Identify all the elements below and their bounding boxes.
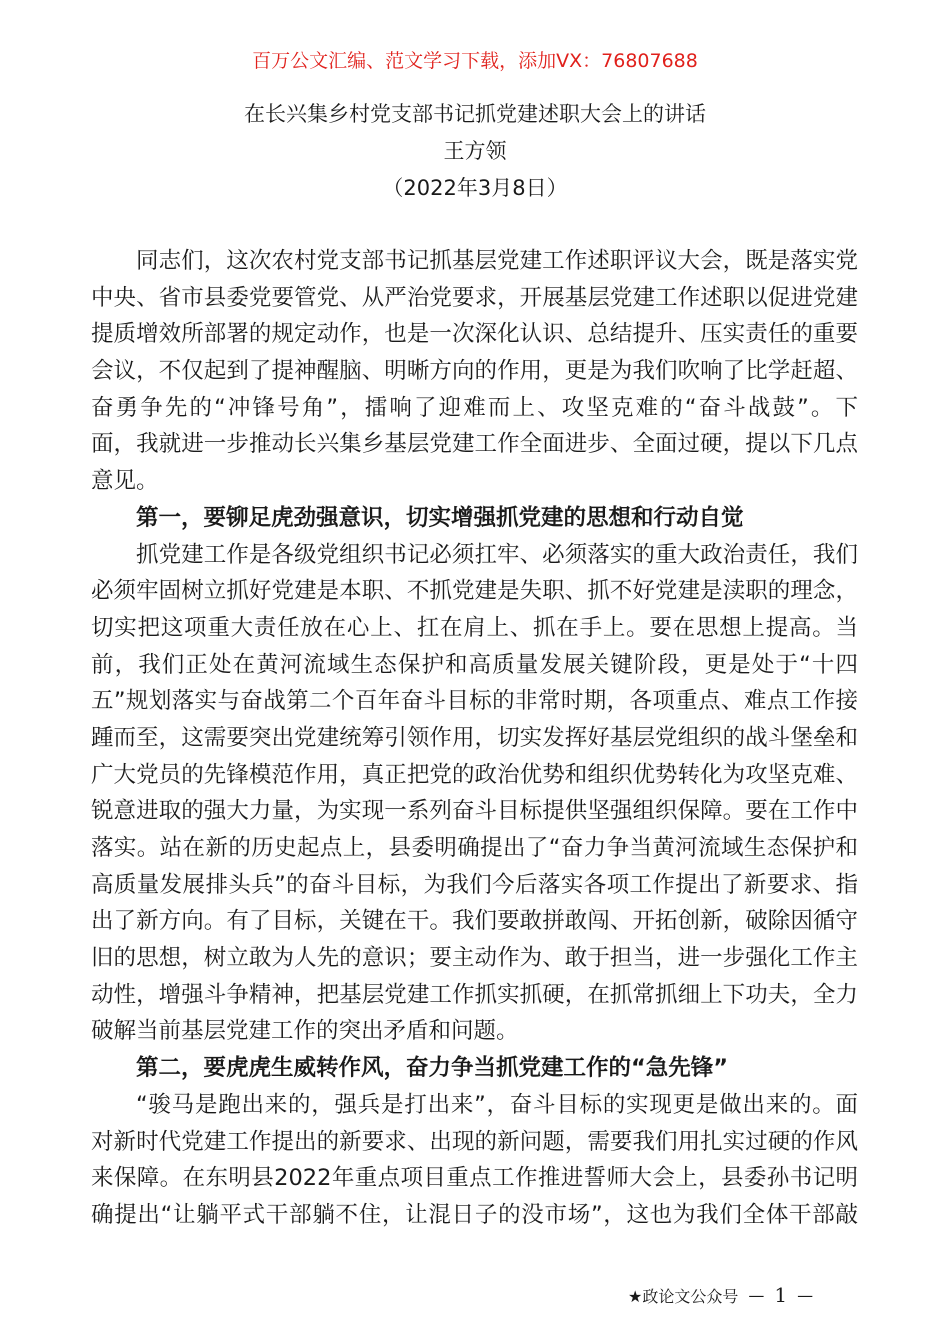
paragraph-line: 确提出“让躺平式干部躺不住，让混日子的没市场”，这也为我们全体干部敲	[91, 1201, 858, 1228]
paragraph-line: 会议，不仅起到了提神醒脑、明晰方向的作用，更是为我们吹响了比学赶超、	[91, 358, 858, 385]
paragraph-line: 动性，增强斗争精神，把基层党建工作抓实抓硬，在抓常抓细上下功夫，全力	[91, 981, 858, 1008]
section-heading: 第一，要铆足虎劲强意识，切实增强抓党建的思想和行动自觉	[136, 504, 744, 531]
paragraph-line: 对新时代党建工作提出的新要求、出现的新问题，需要我们用扎实过硬的作风	[91, 1128, 858, 1155]
watermark-banner: 百万公文汇编、范文学习下载，添加VX：76807688	[252, 50, 698, 72]
paragraph-line: 五”规划落实与奋战第二个百年奋斗目标的非常时期，各项重点、难点工作接	[91, 688, 858, 715]
date: （2022年3月8日）	[382, 176, 568, 200]
paragraph-line: 必须牢固树立抓好党建是本职、不抓党建是失职、抓不好党建是渎职的理念，	[91, 578, 858, 605]
paragraph-line: 踵而至，这需要突出党建统筹引领作用，切实发挥好基层党组织的战斗堡垒和	[91, 724, 858, 751]
page-number: 1	[774, 1283, 788, 1307]
paragraph-line: 旧的思想，树立敢为人先的意识；要主动作为、敢于担当，进一步强化工作主	[91, 945, 858, 972]
paragraph-line: “骏马是跑出来的，强兵是打出来”，奋斗目标的实现更是做出来的。面	[136, 1091, 858, 1118]
paragraph-line: 同志们，这次农村党支部书记抓基层党建工作述职评议大会，既是落实党	[136, 248, 858, 274]
paragraph-line: 高质量发展排头兵”的奋斗目标，为我们今后落实各项工作提出了新要求、指	[91, 871, 858, 898]
paragraph-line: 锐意进取的强大力量，为实现一系列奋斗目标提供坚强组织保障。要在工作中	[91, 798, 858, 825]
paragraph-line: 抓党建工作是各级党组织书记必须扛牢、必须落实的重大政治责任，我们	[136, 541, 858, 568]
paragraph-line: 面，我就进一步推动长兴集乡基层党建工作全面进步、全面过硬，提以下几点	[91, 431, 858, 458]
page-footer	[628, 1283, 813, 1307]
paragraph-line: 奋勇争先的“冲锋号角”，擂响了迎难而上、攻坚克难的“奋斗战鼓”。下	[91, 394, 858, 421]
paragraph-line: 来保障。在东明县2022年重点项目重点工作推进誓师大会上，县委孙书记明	[91, 1165, 858, 1192]
footer-dash-left: —	[748, 1285, 765, 1305]
footer-source: ★政论文公众号	[628, 1286, 739, 1306]
paragraph-line: 切实把这项重大责任放在心上、扛在肩上、抓在手上。要在思想上提高。当	[91, 614, 858, 641]
paragraph-line: 出了新方向。有了目标，关键在干。我们要敢拼敢闯、开拓创新，破除因循守	[91, 908, 858, 935]
author: 王方领	[443, 139, 507, 163]
paragraph-line: 前，我们正处在黄河流域生态保护和高质量发展关键阶段，更是处于“十四	[91, 651, 858, 678]
paragraph-line: 提质增效所部署的规定动作，也是一次深化认识、总结提升、压实责任的重要	[91, 321, 858, 348]
section-heading: 第二，要虎虎生威转作风，奋力争当抓党建工作的“急先锋”	[136, 1055, 729, 1082]
paragraph-line: 中央、省市县委党要管党、从严治党要求，开展基层党建工作述职以促进党建	[91, 284, 858, 311]
paragraph-line: 意见。	[91, 468, 159, 495]
paragraph-line: 落实。站在新的历史起点上，县委明确提出了“奋力争当黄河流域生态保护和	[91, 835, 858, 861]
paragraph-line: 广大党员的先锋模范作用，真正把党的政治优势和组织优势转化为攻坚克难、	[91, 761, 858, 788]
paragraph-line: 破解当前基层党建工作的突出矛盾和问题。	[91, 1018, 519, 1045]
footer-dash-right: —	[797, 1285, 814, 1305]
document-body	[91, 243, 858, 1234]
document-title: 在长兴集乡村党支部书记抓党建述职大会上的讲话	[244, 102, 706, 126]
